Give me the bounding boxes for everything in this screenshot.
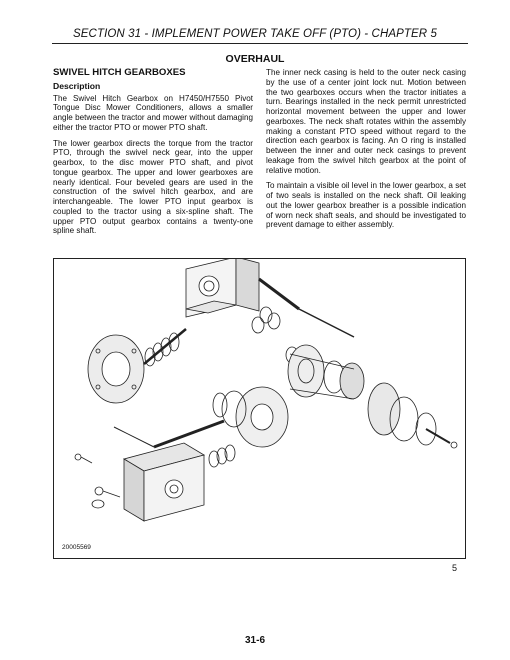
lower-gearbox-housing [124, 443, 204, 521]
figure-image-id: 20005569 [62, 544, 91, 551]
lower-left-fasteners [75, 454, 120, 508]
left-paragraph-1: The Swivel Hitch Gearbox on H7450/H7550 Pivot Tongue Disc Mower Conditioners, allows a smaller angle between the tractor and mower without damaging either the tractor PTO or mower PTO shaft. [53, 93, 253, 132]
right-paragraph-2: To maintain a visible oil level in the lower gearbox, a set of two seals is installed on the neck shaft. Oil leaking out the lower gearbox breather is a possible indication of worn neck shaft seals, and should be investigated to prevent damage to either assembly. [266, 181, 466, 230]
header-rule [52, 43, 468, 44]
right-bevel-gear [368, 383, 457, 448]
upper-output-shaft [259, 279, 354, 337]
gearbox-exploded-illustration [54, 259, 467, 560]
middle-flange [213, 387, 288, 447]
neck-assembly [288, 345, 364, 399]
overhaul-heading: OVERHAUL [225, 53, 285, 65]
page-number: 31-6 [244, 635, 265, 646]
lower-seal-rings [209, 445, 235, 467]
left-paragraph-2: The lower gearbox directs the torque from the tractor PTO, through the swivel neck gear, into the upper gearbox, to the disc mower PTO shaft, and pivot tongue gearbox. The upper and lower gearboxes are nearly identical. Four beveled gears are used in the construction of the swivel hitch gearbox, and are interchangeable. The lower PTO input gearbox is coupled to the tractor using a six-spline shaft. The upper PTO output gearbox contains a twenty-one spline shaft. [53, 138, 253, 236]
left-column [53, 68, 253, 242]
section-header: SECTION 31 - IMPLEMENT POWER TAKE OFF (PTO) - CHAPTER 5 [73, 28, 437, 40]
right-paragraph-1: The inner neck casing is held to the outer neck casing by the use of a center joint lock nut. Motion between the two gearboxes occurs when the tractor initiates a turn. Bearings installed in the neck permit unrestricted horizontal movement between the upper and lower gearboxes. The neck shaft rotates within the assembly making a constant PTO speed without regard to the direction each gearbox is facing. An O ring is installed between the inner and outer neck casings to prevent leakage from the swivel hitch gearbox at the point of relative motion. [266, 68, 466, 175]
upper-gearbox-housing [186, 259, 259, 317]
upper-left-flange [88, 329, 186, 403]
right-column [266, 68, 466, 236]
section-heading: SWIVEL HITCH GEARBOXES [53, 67, 186, 78]
exploded-view-figure [53, 258, 466, 559]
description-subheading: Description [53, 80, 101, 91]
lower-shaft [114, 421, 224, 447]
figure-number: 5 [452, 563, 458, 573]
